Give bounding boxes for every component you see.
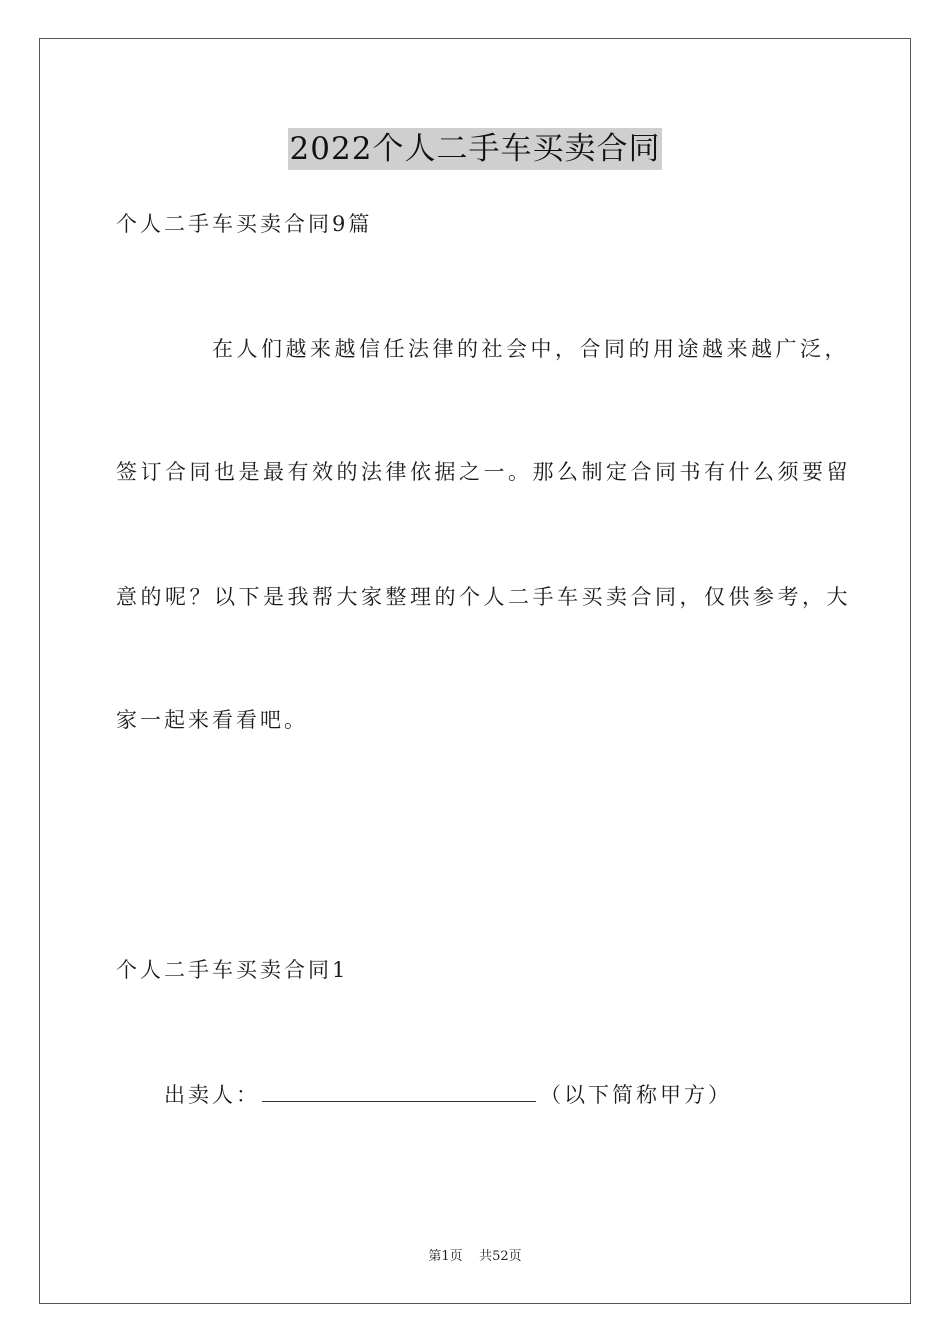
intro-line-4: 家一起来看看吧。	[116, 708, 308, 732]
title-container	[0, 128, 950, 170]
page-number: 第1页	[428, 1249, 463, 1264]
section-heading: 个人二手车买卖合同1	[116, 958, 349, 982]
intro-line-1: 在人们越来越信任法律的社会中，合同的用途越来越广泛，	[212, 337, 849, 361]
seller-note: （以下简称甲方）	[540, 1083, 732, 1107]
seller-row	[164, 1080, 732, 1110]
seller-blank-line	[262, 1081, 536, 1102]
seller-label: 出卖人：	[164, 1083, 260, 1107]
document-subtitle: 个人二手车买卖合同9篇	[116, 212, 373, 236]
intro-line-3: 意的呢？以下是我帮大家整理的个人二手车买卖合同，仅供参考，大	[116, 585, 851, 609]
page-footer	[0, 1248, 950, 1266]
intro-line-2: 签订合同也是最有效的法律依据之一。那么制定合同书有什么须要留	[116, 460, 851, 484]
page-total: 共52页	[479, 1249, 522, 1264]
document-title: 2022个人二手车买卖合同	[288, 128, 663, 170]
